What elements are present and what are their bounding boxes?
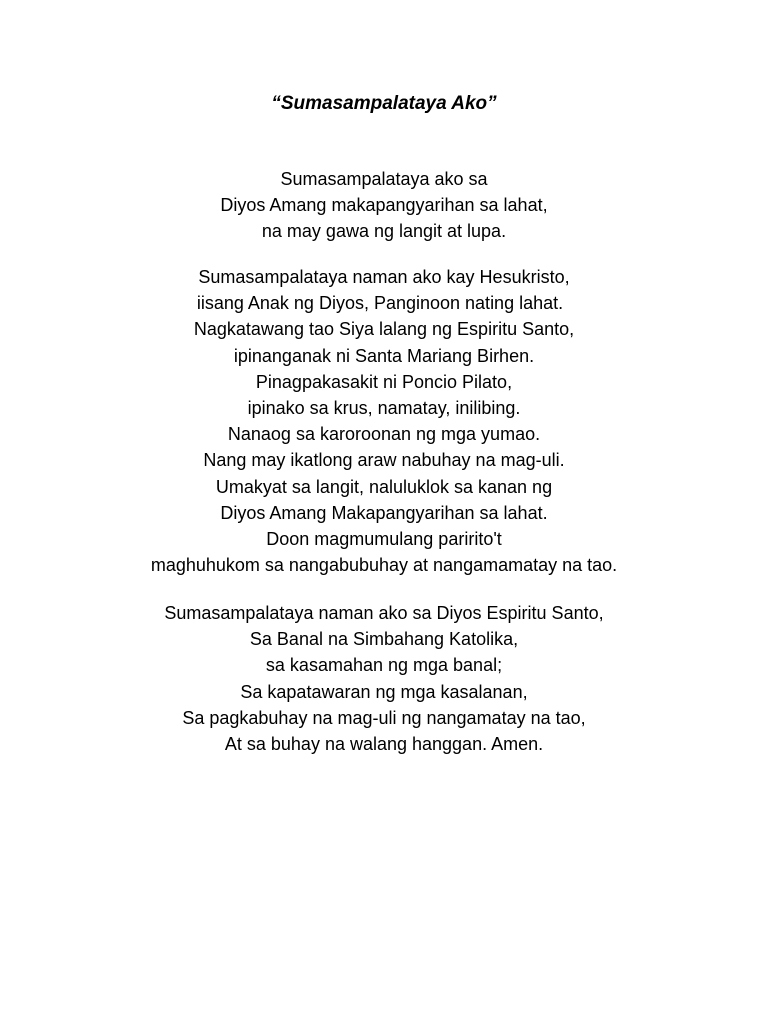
stanza-line: Sumasampalataya naman ako kay Hesukristo, [198, 267, 570, 287]
stanza-line: Pinagpakasakit ni Poncio Pilato, [255, 371, 513, 392]
stanza-line: Nang may ikatlong araw nabuhay na mag-uli. [203, 450, 565, 471]
stanza-line: Sa kapatawaran ng mga kasalanan, [240, 681, 528, 702]
stanza-line: Sumasampalataya naman ako sa Diyos Espiritu Santo, [164, 603, 604, 623]
stanza-line: ipinanganak ni Santa Mariang Birhen. [233, 345, 535, 366]
stanza-line: Diyos Amang Makapangyarihan sa lahat. [220, 502, 548, 523]
stanza-line: Sa pagkabuhay na mag-uli ng nangamatay na tao, [182, 707, 586, 728]
stanza-line: iisang Anak ng Diyos, Panginoon nating lahat. [196, 293, 564, 314]
stanza-line: Nagkatawang tao Siya lalang ng Espiritu Santo, [193, 319, 575, 340]
stanza-line: ipinako sa krus, namatay, inilibing. [247, 398, 521, 419]
stanza-line: sa kasamahan ng mga banal; [265, 655, 503, 676]
stanza-line: Sa Banal na Simbahang Katolika, [249, 629, 519, 650]
document-title: “Sumasampalataya Ako” [271, 93, 497, 114]
stanza-line: Diyos Amang makapangyarihan sa lahat, [220, 195, 548, 216]
stanza-line: Umakyat sa langit, naluluklok sa kanan ng [215, 476, 553, 497]
stanza-line: Nanaog sa karoroonan ng mga yumao. [227, 424, 541, 445]
stanza-line: maghuhukom sa nangabubuhay at nangamamatay na tao. [150, 555, 618, 576]
stanza-line: Sumasampalataya ako sa [280, 169, 488, 189]
stanza-2 [0, 264, 768, 578]
stanza-1 [0, 166, 768, 245]
stanza-3 [0, 600, 768, 757]
stanza-line: At sa buhay na walang hanggan. Amen. [224, 734, 544, 755]
stanza-line: na may gawa ng langit at lupa. [261, 221, 507, 242]
stanza-line: Doon magmumulang paririto't [266, 529, 502, 550]
